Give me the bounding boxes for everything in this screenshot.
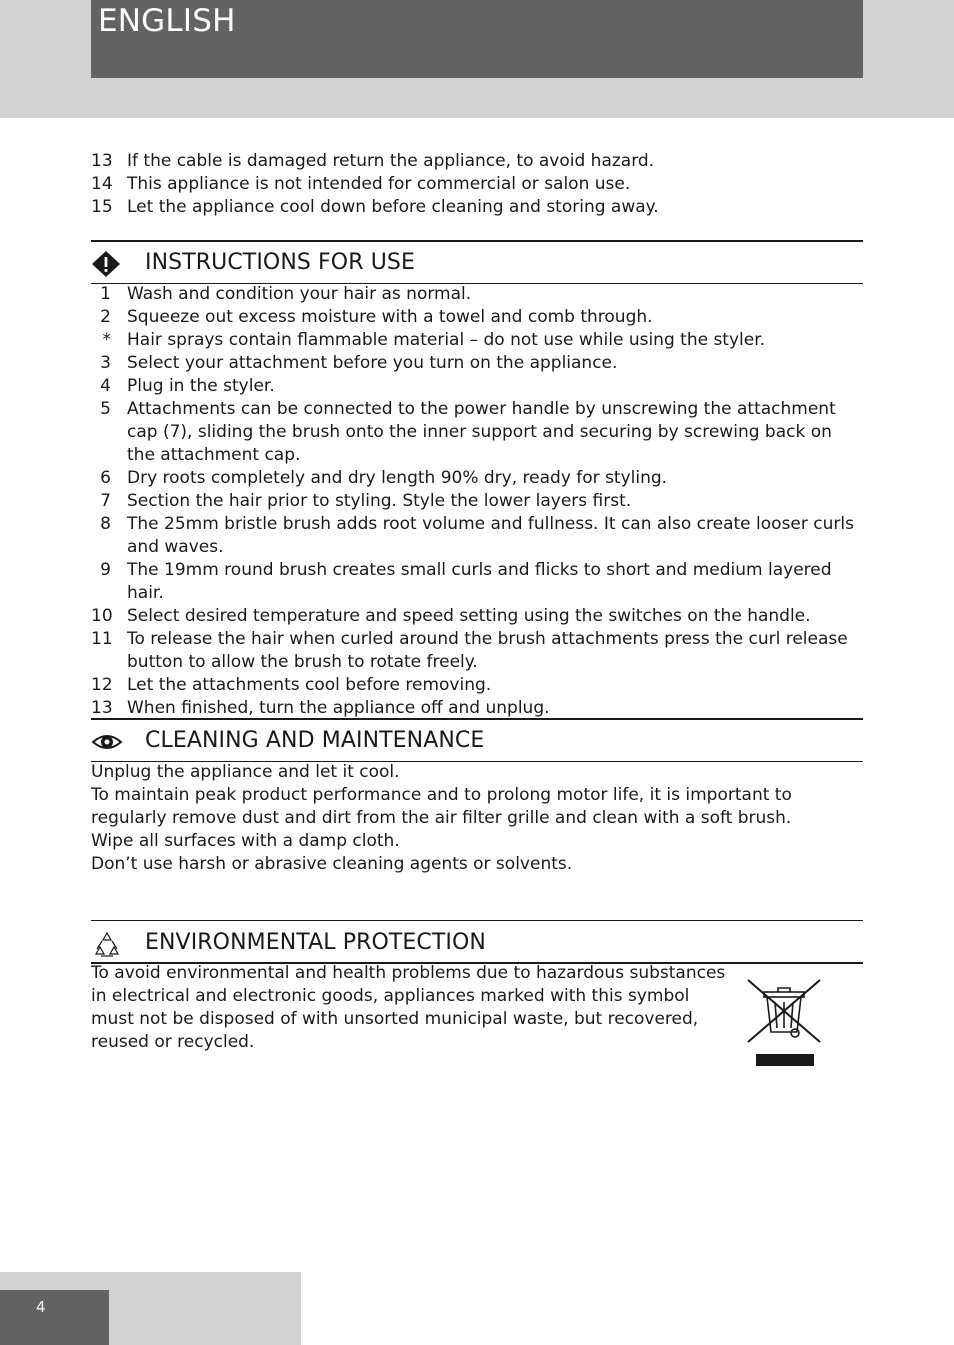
list-item bbox=[91, 150, 863, 173]
page-number: 4 bbox=[36, 1298, 46, 1316]
list-item bbox=[91, 605, 863, 628]
page-number-box bbox=[0, 1290, 109, 1345]
crossed-out-bin-icon bbox=[744, 974, 824, 1070]
item-text: When finished, turn the appliance off and unplug. bbox=[127, 698, 550, 718]
cleaning-text bbox=[91, 761, 863, 876]
section-divider bbox=[91, 920, 863, 921]
item-text: Select desired temperature and speed setting using the switches on the handle. bbox=[127, 606, 811, 626]
safety-list bbox=[91, 150, 863, 219]
item-text: Section the hair prior to styling. Style the lower layers first. bbox=[127, 491, 632, 511]
item-text: Attachments can be connected to the power handle by unscrewing the attachment cap (7), sliding the brush onto the inner support and securing by screwing back on the attachment cap. bbox=[127, 399, 836, 465]
item-number: 10 bbox=[91, 606, 113, 626]
item-number: 5 bbox=[100, 399, 111, 419]
item-text: The 19mm round brush creates small curls and flicks to short and medium layered hair. bbox=[127, 560, 832, 603]
list-item bbox=[91, 196, 863, 219]
list-item bbox=[91, 490, 863, 513]
item-text: If the cable is damaged return the appliance, to avoid hazard. bbox=[127, 151, 655, 171]
list-item bbox=[91, 352, 863, 375]
paragraph: Don’t use harsh or abrasive cleaning agents or solvents. bbox=[91, 854, 573, 874]
item-number: 1 bbox=[100, 284, 111, 304]
section-divider bbox=[91, 718, 863, 720]
item-text: The 25mm bristle brush adds root volume and fullness. It can also create looser curls and waves. bbox=[127, 514, 854, 557]
item-text: Let the appliance cool down before cleaning and storing away. bbox=[127, 197, 659, 217]
item-text: Wash and condition your hair as normal. bbox=[127, 284, 472, 304]
list-item bbox=[91, 513, 863, 559]
instructions-list bbox=[91, 283, 863, 720]
list-item bbox=[91, 697, 863, 720]
section-divider bbox=[91, 240, 863, 242]
paragraph: To maintain peak product performance and to prolong motor life, it is important to regularly remove dust and dirt from the air filter grille and clean with a soft brush. bbox=[91, 785, 792, 828]
item-number: 8 bbox=[100, 514, 111, 534]
list-item bbox=[91, 173, 863, 196]
paragraph: To avoid environmental and health problems due to hazardous substances in electrical and electronic goods, appliances marked with this symbol must not be disposed of with unsorted municipal waste, but recovered, reused or recycled. bbox=[91, 963, 726, 1052]
item-number: 12 bbox=[91, 675, 113, 695]
item-number: 9 bbox=[100, 560, 111, 580]
list-item bbox=[91, 398, 863, 467]
item-number: 3 bbox=[100, 353, 111, 373]
item-number: 7 bbox=[100, 491, 111, 511]
item-number: 11 bbox=[91, 629, 113, 649]
list-item bbox=[91, 283, 863, 306]
warning-diamond-icon bbox=[91, 250, 123, 278]
item-number: 14 bbox=[91, 174, 113, 194]
item-text: Let the attachments cool before removing. bbox=[127, 675, 492, 695]
list-item bbox=[91, 306, 863, 329]
item-text: Hair sprays contain flammable material – do not use while using the styler. bbox=[127, 330, 766, 350]
item-number: 2 bbox=[100, 307, 111, 327]
section-title-cleaning: CLEANING AND MAINTENANCE bbox=[145, 728, 485, 753]
eye-icon bbox=[91, 728, 123, 756]
section-title-environment: ENVIRONMENTAL PROTECTION bbox=[145, 930, 486, 955]
section-title-instructions: INSTRUCTIONS FOR USE bbox=[145, 250, 415, 275]
item-number: 6 bbox=[100, 468, 111, 488]
language-title: ENGLISH bbox=[98, 3, 236, 39]
item-text: Plug in the styler. bbox=[127, 376, 275, 396]
list-item bbox=[91, 375, 863, 398]
item-text: Squeeze out excess moisture with a towel and comb through. bbox=[127, 307, 653, 327]
list-item bbox=[91, 329, 863, 352]
list-item bbox=[91, 559, 863, 605]
item-text: Dry roots completely and dry length 90% dry, ready for styling. bbox=[127, 468, 668, 488]
item-text: Select your attachment before you turn on the appliance. bbox=[127, 353, 618, 373]
paragraph: Unplug the appliance and let it cool. bbox=[91, 762, 400, 782]
environment-text bbox=[91, 962, 731, 1054]
list-item bbox=[91, 628, 863, 674]
item-number: 13 bbox=[91, 698, 113, 718]
item-number: 15 bbox=[91, 197, 113, 217]
item-number: * bbox=[102, 330, 111, 350]
item-text: This appliance is not intended for commercial or salon use. bbox=[127, 174, 631, 194]
list-item bbox=[91, 674, 863, 697]
language-tab bbox=[91, 0, 863, 78]
item-number: 13 bbox=[91, 151, 113, 171]
item-number: 4 bbox=[100, 376, 111, 396]
list-item bbox=[91, 467, 863, 490]
item-text: To release the hair when curled around the brush attachments press the curl release button to allow the brush to rotate freely. bbox=[127, 629, 848, 672]
paragraph: Wipe all surfaces with a damp cloth. bbox=[91, 831, 400, 851]
recycle-icon bbox=[91, 930, 123, 958]
